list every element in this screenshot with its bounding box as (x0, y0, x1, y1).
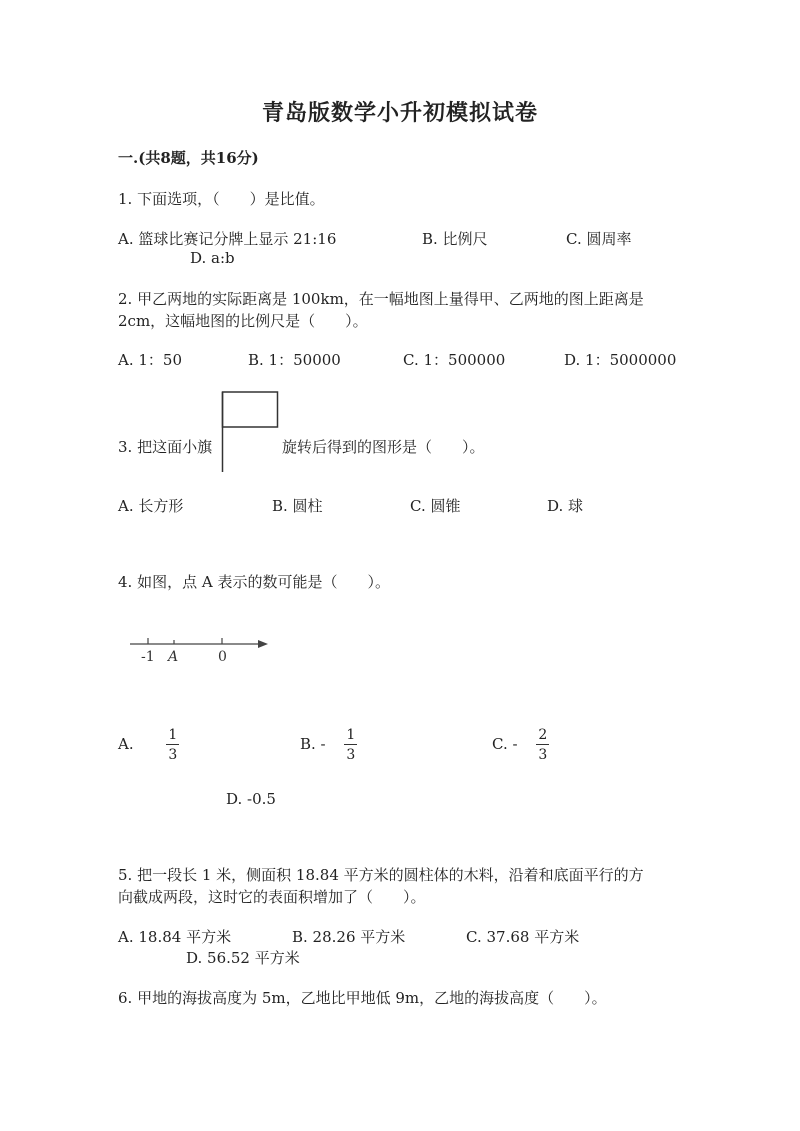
question-2-option-d[interactable]: D. 1：5000000 (564, 351, 677, 369)
question-3-option-b[interactable]: B. 圆柱 (272, 497, 323, 515)
question-4-text: 4. 如图，点 A 表示的数可能是（ ）。 (118, 573, 390, 591)
label-zero: 0 (218, 649, 227, 665)
flag-figure (218, 390, 282, 474)
question-5-text-line-2: 向截成两段，这时它的表面积增加了（ ）。 (118, 888, 426, 906)
page-title: 青岛版数学小升初模拟试卷 (261, 100, 538, 126)
question-4-option-b[interactable] (300, 728, 357, 762)
question-2-option-b[interactable]: B. 1：50000 (248, 351, 341, 369)
fraction-a-denominator: 3 (168, 747, 178, 763)
question-1-option-b[interactable]: B. 比例尺 (422, 230, 488, 248)
question-2-option-c[interactable]: C. 1：500000 (403, 351, 506, 369)
label-minus-one: -1 (141, 649, 155, 665)
question-4-option-d[interactable]: D. -0.5 (226, 790, 276, 808)
question-3-text-after: 旋转后得到的图形是（ ）。 (282, 438, 485, 456)
section-heading: 一.(共8题，共16分) (118, 149, 259, 167)
question-5-text-line-1: 5. 把一段长 1 米，侧面积 18.84 平方米的圆柱体的木料，沿着和底面平行的方 (118, 866, 644, 884)
question-1-text: 1. 下面选项，（ ）是比值。 (118, 190, 325, 208)
question-1-option-a[interactable]: A. 篮球比赛记分牌上显示 21:16 (118, 230, 337, 248)
question-2-text-line-1: 2. 甲乙两地的实际距离是 100km，在一幅地图上量得甲、乙两地的图上距离是 (118, 290, 644, 308)
question-5-option-a[interactable]: A. 18.84 平方米 (118, 928, 232, 946)
question-5-option-d[interactable]: D. 56.52 平方米 (186, 949, 300, 967)
number-line-arrow (258, 640, 268, 648)
question-3-option-c[interactable]: C. 圆锥 (410, 497, 461, 515)
question-5-option-c[interactable]: C. 37.68 平方米 (466, 928, 580, 946)
question-4-option-a[interactable] (118, 728, 179, 762)
fraction-b (344, 728, 357, 762)
flag-rectangle (223, 392, 278, 427)
question-1-option-d[interactable]: D. a:b (190, 249, 235, 267)
fraction-c (536, 728, 549, 762)
option-c-label: C. - (492, 735, 518, 753)
question-2-option-a[interactable]: A. 1：50 (118, 351, 182, 369)
question-5-option-b[interactable]: B. 28.26 平方米 (292, 928, 406, 946)
question-2-text-line-2: 2cm，这幅地图的比例尺是（ ）。 (118, 312, 368, 330)
fraction-b-denominator: 3 (346, 747, 356, 763)
question-3-text-before: 3. 把这面小旗 (118, 438, 213, 456)
number-line (124, 630, 274, 666)
question-6-text: 6. 甲地的海拔高度为 5m，乙地比甲地低 9m，乙地的海拔高度（ ）。 (118, 989, 607, 1007)
question-3-option-d[interactable]: D. 球 (547, 497, 584, 515)
question-4-option-c[interactable] (492, 728, 549, 762)
question-1-option-c[interactable]: C. 圆周率 (566, 230, 632, 248)
fraction-c-numerator: 2 (538, 727, 548, 743)
option-a-label: A. (118, 735, 134, 753)
fraction-a (166, 728, 179, 762)
option-b-label: B. - (300, 735, 326, 753)
fraction-a-numerator: 1 (168, 727, 178, 743)
fraction-b-numerator: 1 (346, 727, 356, 743)
label-point-a: A (168, 649, 179, 665)
fraction-c-denominator: 3 (538, 747, 548, 763)
question-3-option-a[interactable]: A. 长方形 (118, 497, 184, 515)
